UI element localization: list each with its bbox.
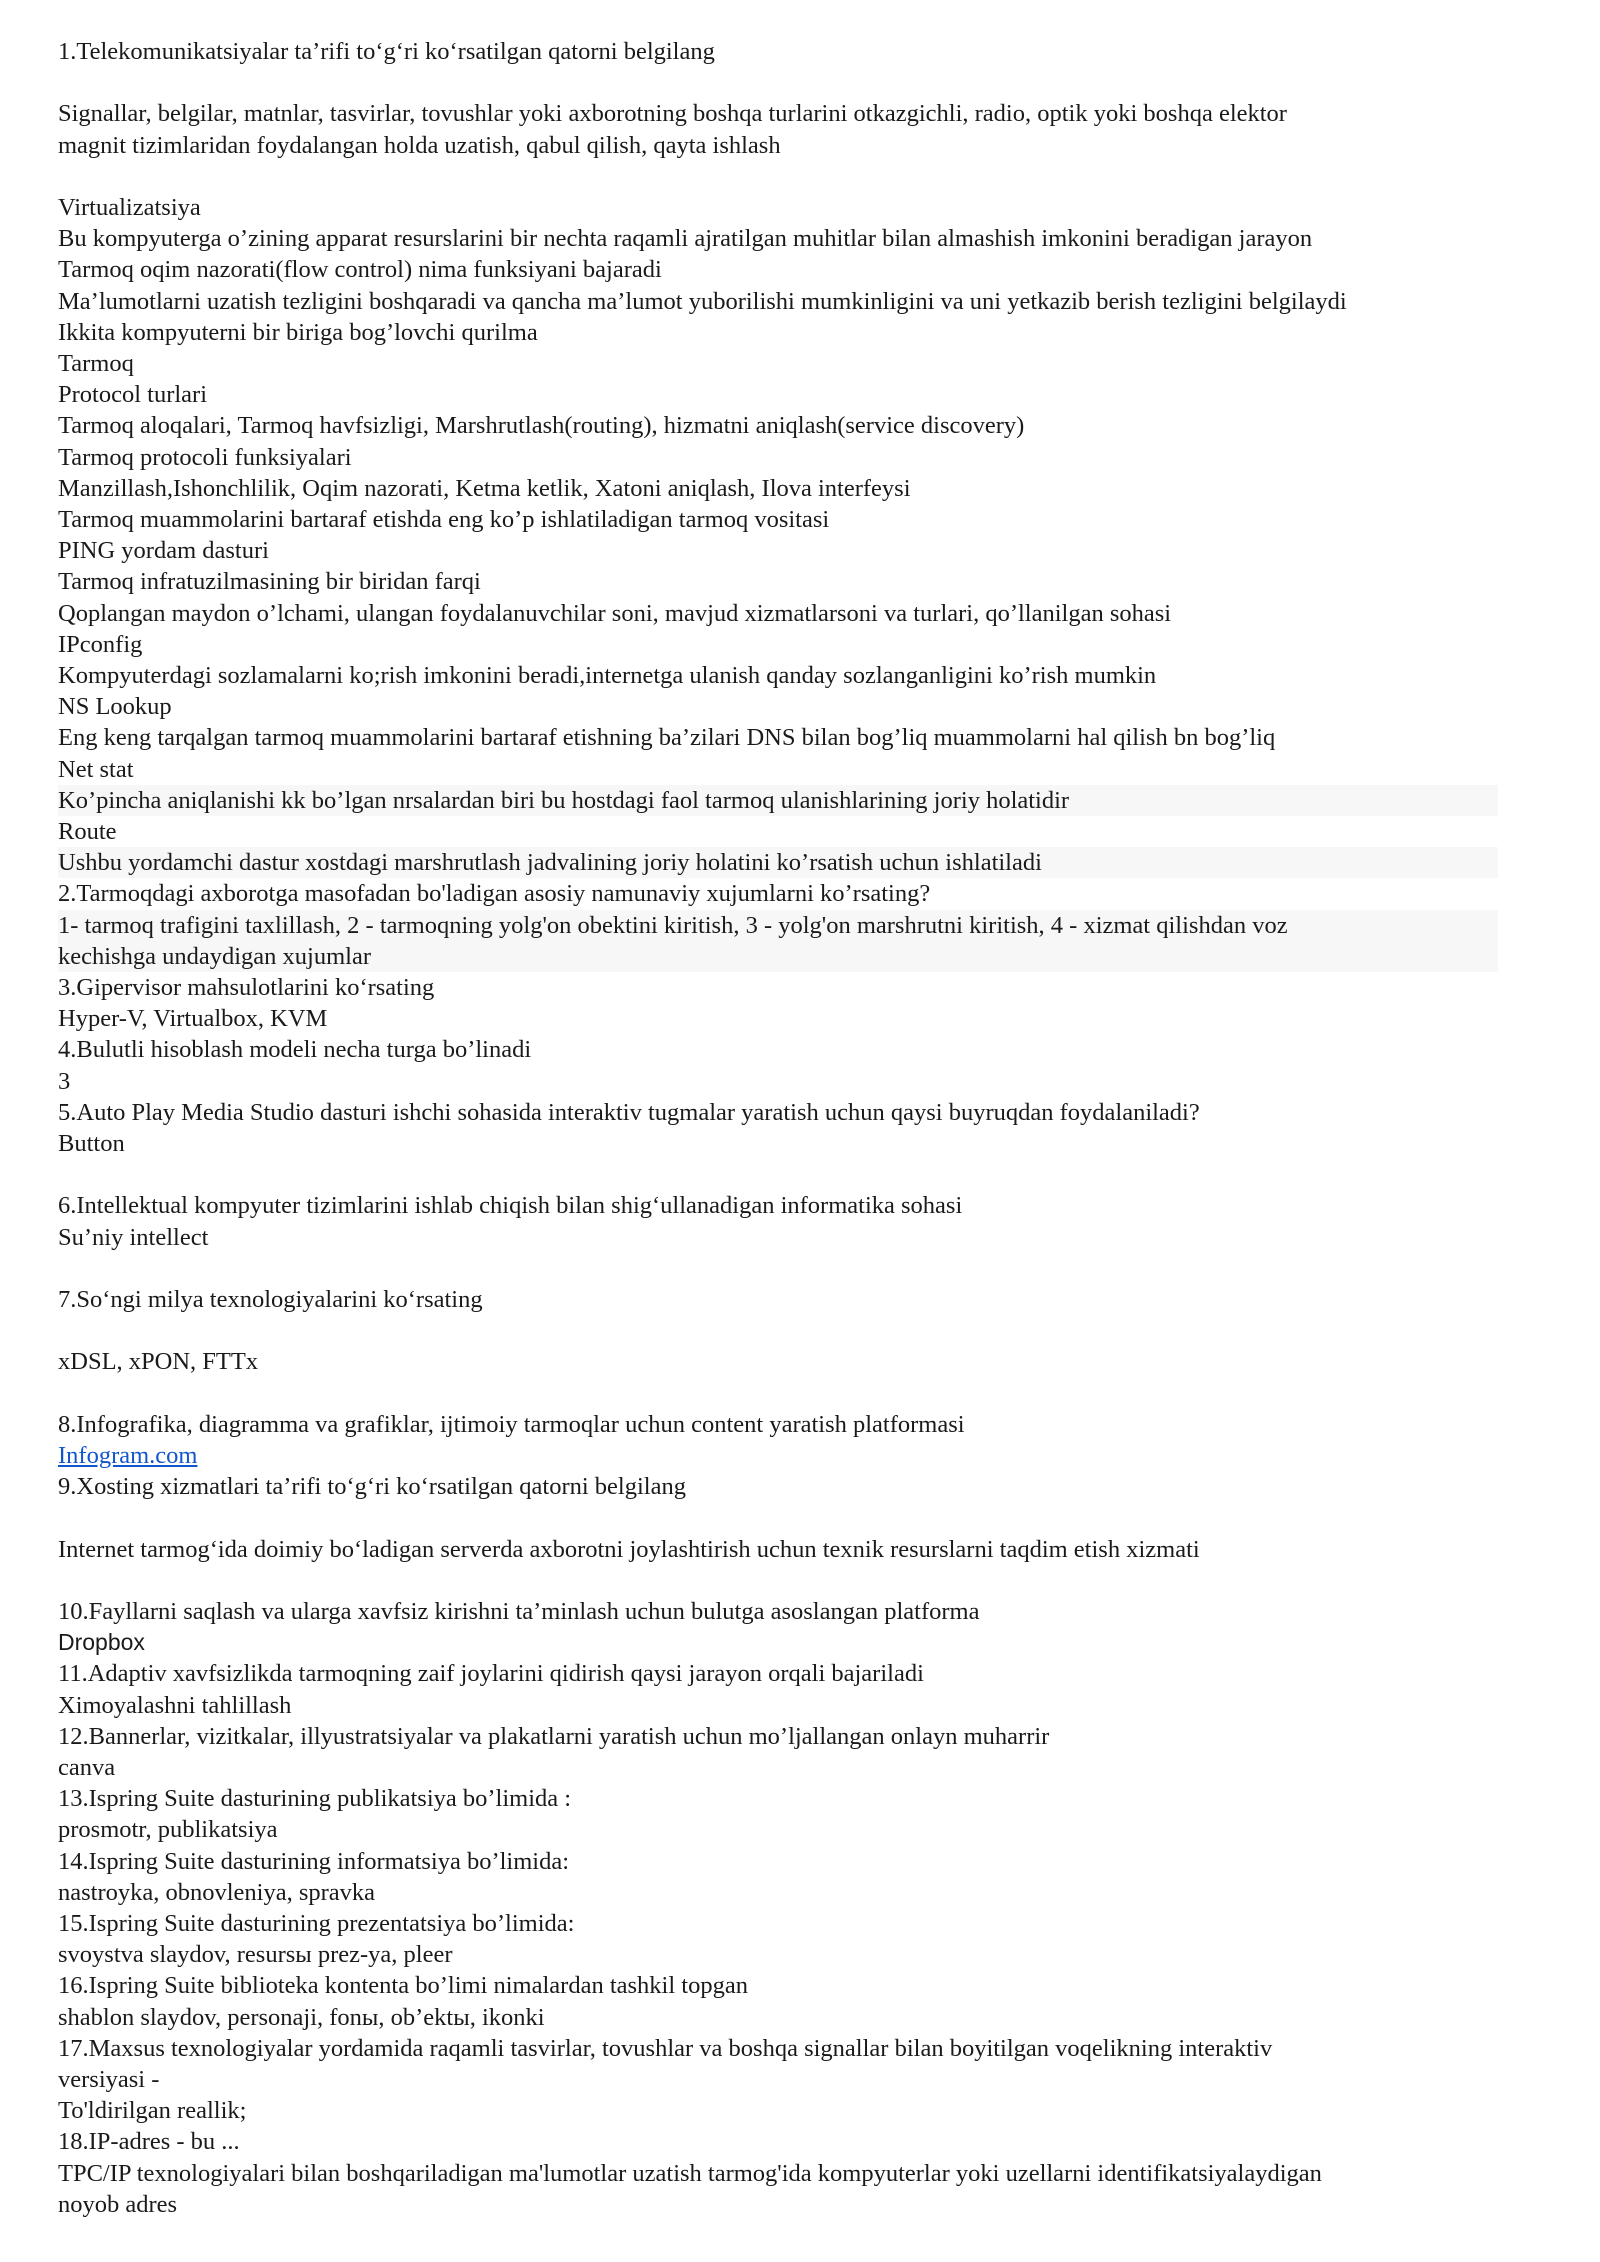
blank-line — [58, 1253, 1558, 1284]
answer-line: PING yordam dasturi — [58, 537, 269, 565]
question-line: Tarmoq muammolarini bartaraf etishda eng ko’p ishlatiladigan tarmoq vositasi — [58, 506, 830, 534]
question-line: 6.Intellektual kompyuter tizimlarini ishlab chiqish bilan shig‘ullanadigan informatika sohasi — [58, 1192, 963, 1220]
question-line: Tarmoq infratuzilmasining bir biridan farqi — [58, 568, 481, 596]
answer-line: Dropbox — [58, 1629, 145, 1656]
answer-line: Manzillash,Ishonchlilik, Oqim nazorati, Ketma ketlik, Xatoni aniqlash, Ilova interfeysi — [58, 474, 911, 502]
question-line: 5.Auto Play Media Studio dasturi ishchi sohasida interaktiv tugmalar yaratish uchun qaysi buyruqdan foydalaniladi? — [58, 1098, 1200, 1126]
answer-line: Ximoyalashni tahlillash — [58, 1691, 292, 1719]
answer-line: Eng keng tarqalgan tarmoq muammolarini bartaraf etishning ba’zilari DNS bilan bog’liq muammolarni hal qilish bn bog’liq — [58, 724, 1276, 752]
answer-line: Bu kompyuterga o’zining apparat resurslarini bir nechta raqamli ajratilgan muhitlar bilan almashish imkonini beradigan jarayon — [58, 225, 1313, 253]
question-line: 2.Tarmoqdagi axborotga masofadan bo'ladigan asosiy namunaviy xujumlarni ko’rsating? — [58, 880, 931, 908]
question-line: Tarmoq protocoli funksiyalari — [58, 443, 352, 471]
answer-line: 1- tarmoq trafigini taxlillash, 2 - tarmoqning yolg'on obektini kiritish, 3 - yolg'on marshrutni kiritish, 4 - xizmat qilishdan voz — [58, 910, 1498, 941]
blank-line — [58, 1502, 1558, 1533]
answer-line: Tarmoq — [58, 350, 134, 377]
answer-line: Ushbu yordamchi dastur xostdagi marshrutlash jadvalining joriy holatini ko’rsatish uchun ishlatiladi — [58, 847, 1498, 878]
document-page — [58, 36, 1558, 2220]
answer-line: Internet tarmog‘ida doimiy bo‘ladigan serverda axborotni joylashtirish uchun texnik resurslarni taqdim etish xizmati — [58, 1535, 1200, 1563]
answer-line: Signallar, belgilar, matnlar, tasvirlar, tovushlar yoki axborotning boshqa turlarini otkazgichli, radio, optik yoki boshqa elektor — [58, 100, 1287, 128]
question-line: Virtualizatsiya — [58, 193, 201, 221]
answer-line: nastroyka, obnovleniya, spravka — [58, 1878, 376, 1906]
question-line: 11.Adaptiv xavfsizlikda tarmoqning zaif joylarini qidirish qaysi jarayon orqali bajariladi — [58, 1660, 924, 1688]
answer-line: svoystva slaydov, resursы prez-ya, pleer — [58, 1941, 453, 1969]
answer-line: magnit tizimlaridan foydalangan holda uzatish, qabul qilish, qayta ishlash — [58, 131, 781, 159]
answer-line: xDSL, xPON, FTTx — [58, 1348, 259, 1376]
question-line: 14.Ispring Suite dasturining informatsiya bo’limida: — [58, 1847, 570, 1875]
question-line: Tarmoq oqim nazorati(flow control) nima funksiyani bajaradi — [58, 256, 662, 284]
question-line: 13.Ispring Suite dasturining publikatsiya bo’limida : — [58, 1785, 572, 1813]
answer-line: shablon slaydov, personaji, fonы, ob’ektы, ikonki — [58, 2003, 545, 2031]
blank-line — [58, 1159, 1558, 1190]
question-line: Protocol turlari — [58, 381, 208, 409]
answer-line: prosmotr, publikatsiya — [58, 1816, 278, 1844]
question-line: Route — [58, 818, 117, 846]
question-line: versiyasi - — [58, 2066, 160, 2094]
blank-line — [58, 161, 1558, 192]
infogram-link[interactable]: Infogram.com — [58, 1442, 198, 1470]
answer-line: Ma’lumotlarni uzatish tezligini boshqaradi va qancha ma’lumot yuborilishi mumkinligini va uni yetkazib berish tezligini belgilaydi — [58, 287, 1347, 315]
question-line: NS Lookup — [58, 693, 172, 721]
answer-line: 3 — [58, 1067, 71, 1095]
answer-line: Su’niy intellect — [58, 1223, 209, 1251]
answer-line: canva — [58, 1754, 116, 1782]
question-line: 10.Fayllarni saqlash va ularga xavfsiz kirishni ta’minlash uchun bulutga asoslangan platforma — [58, 1598, 980, 1626]
question-line: 12.Bannerlar, vizitkalar, illyustratsiyalar va plakatlarni yaratish uchun mo’ljallangan onlayn muharrir — [58, 1722, 1050, 1750]
question-line: 9.Xosting xizmatlari ta’rifi to‘g‘ri ko‘rsatilgan qatorni belgilang — [58, 1473, 686, 1501]
blank-line — [58, 1315, 1558, 1346]
question-line: 16.Ispring Suite biblioteka kontenta bo’limi nimalardan tashkil topgan — [58, 1972, 748, 2000]
question-line: 8.Infografika, diagramma va grafiklar, ijtimoiy tarmoqlar uchun content yaratish platformasi — [58, 1410, 965, 1438]
answer-line: Tarmoq aloqalari, Tarmoq havfsizligi, Marshrutlash(routing), hizmatni aniqlash(service discovery) — [58, 412, 1025, 440]
blank-line — [58, 1565, 1558, 1596]
answer-line: Ko’pincha aniqlanishi kk bo’lgan nrsalardan biri bu hostdagi faol tarmoq ulanishlarining joriy holatidir — [58, 785, 1498, 816]
question-line: 15.Ispring Suite dasturining prezentatsiya bo’limida: — [58, 1910, 575, 1938]
question-line: 3.Gipervisor mahsulotlarini ko‘rsating — [58, 974, 435, 1002]
answer-line: Button — [58, 1130, 125, 1158]
question-line: 18.IP-adres - bu ... — [58, 2128, 240, 2156]
question-line: 4.Bulutli hisoblash modeli necha turga bo’linadi — [58, 1036, 532, 1064]
question-line: 17.Maxsus texnologiyalar yordamida raqamli tasvirlar, tovushlar va boshqa signallar bilan boyitilgan voqelikning interaktiv — [58, 2034, 1273, 2062]
answer-line: TPC/IP texnologiyalari bilan boshqariladigan ma'lumotlar uzatish tarmog'ida kompyuterlar yoki uzellarni identifikatsiyalaydigan — [58, 2159, 1322, 2187]
question-line: IPconfig — [58, 630, 143, 658]
answer-line — [58, 1440, 1558, 1471]
answer-line: Hyper-V, Virtualbox, KVM — [58, 1005, 328, 1033]
answer-line: noyob adres — [58, 2190, 178, 2218]
answer-line: Qoplangan maydon o’lchami, ulangan foydalanuvchilar soni, mavjud xizmatlarsoni va turlari, qo’llanilgan sohasi — [58, 599, 1172, 627]
question-line: Net stat — [58, 755, 134, 783]
question-line: 1.Telekomunikatsiyalar ta’rifi to‘g‘ri ko‘rsatilgan qatorni belgilang — [58, 38, 715, 65]
blank-line — [58, 1378, 1558, 1409]
question-line: Ikkita kompyuterni bir biriga bog’lovchi qurilma — [58, 318, 538, 346]
answer-line: kechishga undaydigan xujumlar — [58, 941, 1498, 972]
answer-line: Kompyuterdagi sozlamalarni ko;rish imkonini beradi,internetga ulanish qanday sozlanganligini ko’rish mumkin — [58, 662, 1157, 690]
blank-line — [58, 67, 1558, 98]
question-line: 7.So‘ngi milya texnologiyalarini ko‘rsating — [58, 1286, 483, 1314]
answer-line: To'ldirilgan reallik; — [58, 2097, 247, 2125]
